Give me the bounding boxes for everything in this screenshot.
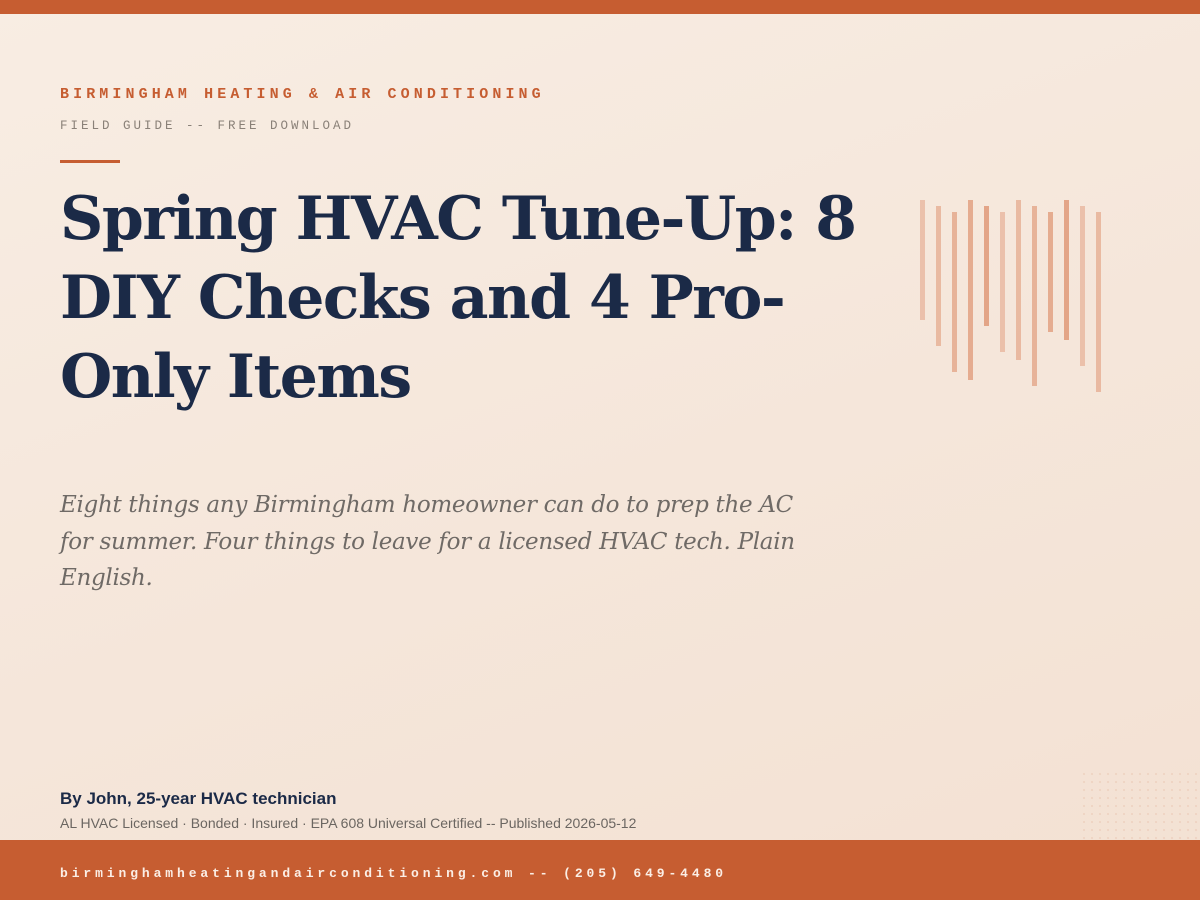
decor-bar <box>1016 200 1021 360</box>
author-credentials: AL HVAC Licensed · Bonded · Insured · EPA 608 Universal Certified -- Published 2026-05-12 <box>60 815 637 831</box>
decor-bar <box>936 206 941 346</box>
decor-bar <box>1000 212 1005 352</box>
decor-bar <box>984 206 989 326</box>
decor-bar <box>1080 206 1085 366</box>
intro-summary: Eight things any Birmingham homeowner can do to prep the AC for summer. Four things to leave for a licensed HVAC tech. Plain English. <box>60 492 795 591</box>
decor-bar <box>1048 212 1053 332</box>
decor-bar <box>1064 200 1069 340</box>
top-accent-bar <box>0 0 1200 14</box>
footer-contact: birminghamheatingandairconditioning.com -- (205) 649-4480 <box>60 866 727 881</box>
eyebrow-label: FIELD GUIDE -- FREE DOWNLOAD <box>60 119 355 133</box>
decor-bar <box>920 200 925 320</box>
decor-bar <box>1096 212 1101 392</box>
accent-divider <box>60 160 120 163</box>
brand-name: BIRMINGHAM HEATING & AIR CONDITIONING <box>60 86 545 103</box>
decor-bar <box>968 200 973 380</box>
decor-bar <box>952 212 957 372</box>
page-title: Spring HVAC Tune-Up: 8 DIY Checks and 4 Pro-Only Items <box>60 184 856 412</box>
author-byline: By John, 25-year HVAC technician <box>60 789 337 808</box>
dot-pattern <box>1080 770 1200 840</box>
decor-bar <box>1032 206 1037 386</box>
airflow-bars-icon <box>918 196 1108 396</box>
